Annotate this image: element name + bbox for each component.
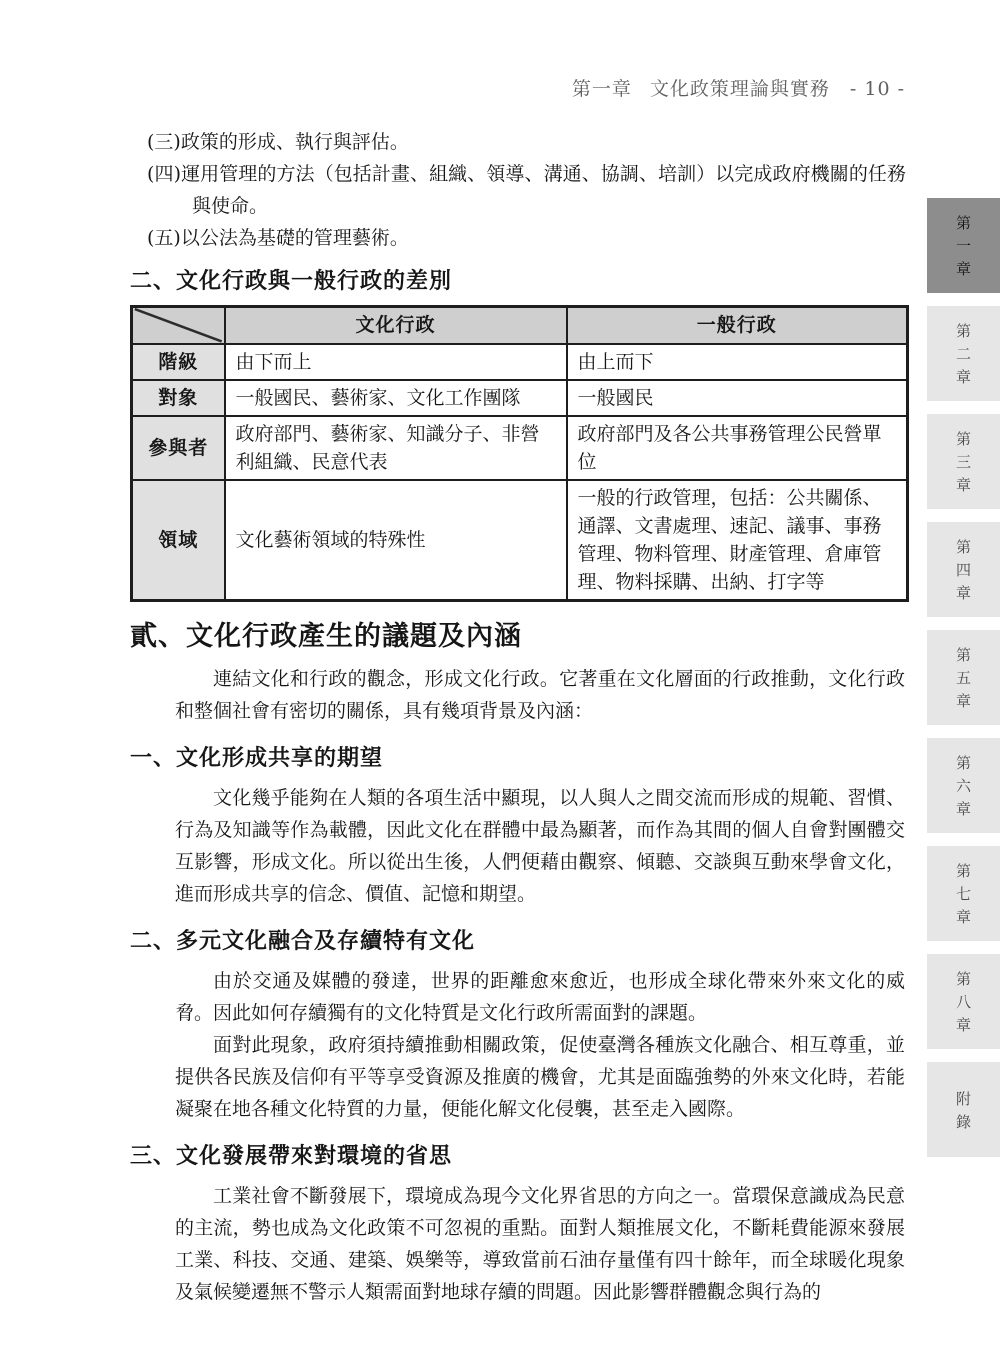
row-label-cell: 領域 [132,480,225,601]
part-intro-paragraph: 連結文化和行政的觀念，形成文化行政。它著重在文化層面的行政推動，文化行政和整個社會有密切的關係，具有幾項背景及內涵： [175,667,905,722]
table-row [132,344,908,380]
part-heading-issues: 貳、文化行政產生的議題及內涵 [130,620,522,652]
table-header-row [132,307,908,344]
list-item [147,126,906,158]
row-label-cell: 參與者 [132,416,225,480]
list-item-text: 政策的形成、執行與評估。 [180,131,409,153]
list-item-marker: (四) [147,163,181,185]
list-item-text: 以公法為基礎的管理藝術。 [180,227,409,249]
page-body [130,0,906,1308]
chapter-tab-label: 附錄 [954,1090,972,1137]
chapter-tab-label: 第七章 [954,863,972,932]
chapter-tab-appendix [927,1062,1000,1157]
numbered-list [130,126,906,254]
chapter-tab-rail [927,198,1000,1157]
table-cell-cultural: 文化藝術領域的特殊性 [225,480,567,601]
running-head-title: 文化政策理論與實務 [649,78,830,100]
paragraph: 文化幾乎能夠在人類的各項生活中顯現，以人與人之間交流而形成的規範、習慣、行為及知識等作為載體，因此文化在群體中最為顯著，而作為其間的個人自會對團體交互影響，形成文化。所以從出生後，人們便藉由觀察、傾聽、交談與互動來學會文化，進而形成共享的信念、價值、記憶和期望。 [175,786,905,905]
list-item [147,222,906,254]
chapter-tab-6 [927,738,1000,833]
table-cell-general: 政府部門及各公共事務管理公民營單位 [567,416,908,480]
table-cell-general: 由上而下 [567,344,908,380]
table-row [132,480,908,601]
chapter-tab-label: 第五章 [954,647,972,716]
table-cell-cultural: 政府部門、藝術家、知識分子、非營利組織、民意代表 [225,416,567,480]
chapter-tab-label: 第二章 [954,323,972,392]
section-heading-difference: 二、文化行政與一般行政的差別 [130,269,453,294]
comparison-table [130,305,909,602]
list-item-marker: (五) [147,227,181,249]
subsection-environment [130,1139,906,1308]
subsection-heading: 二、多元文化融合及存續特有文化 [130,928,476,954]
paragraph: 由於交通及媒體的發達，世界的距離愈來愈近，也形成全球化帶來外來文化的威脅。因此如何存續獨有的文化特質是文化行政所需面對的課題。 [175,969,905,1024]
chapter-tab-5 [927,630,1000,725]
diagonal-divider-line [133,308,224,343]
chapter-tab-4 [927,522,1000,617]
subsection-heading: 三、文化發展帶來對環境的省思 [130,1143,453,1169]
table-corner-cell [132,307,225,344]
chapter-tab-label: 第四章 [954,539,972,608]
table-cell-cultural: 由下而上 [225,344,567,380]
chapter-tab-8 [927,954,1000,1049]
table-row [132,380,908,416]
chapter-tab-label: 第六章 [954,755,972,824]
column-header-general: 一般行政 [567,307,908,344]
table-cell-general: 一般的行政管理，包括：公共關係、通譯、文書處理、速記、議事、事務管理、物料管理、財產管理、倉庫管理、物料採購、出納、打字等 [567,480,908,601]
table-row [132,416,908,480]
paragraph: 工業社會不斷發展下，環境成為現今文化界省思的方向之一。當環保意識成為民意的主流，勢也成為文化政策不可忽視的重點。面對人類推展文化，不斷耗費能源來發展工業、科技、交通、建築、娛樂等，導致當前石油存量僅有四十餘年，而全球暖化現象及氣候變遷無不警示人類需面對地球存續的問題。因此影響群體觀念與行為的 [175,1184,905,1303]
subsection-heading: 一、文化形成共享的期望 [130,745,384,771]
table-cell-cultural: 一般國民、藝術家、文化工作團隊 [225,380,567,416]
list-item [147,158,906,222]
table-cell-general: 一般國民 [567,380,908,416]
chapter-tab-7 [927,846,1000,941]
subsection-multicultural [130,924,906,1125]
chapter-tab-3 [927,414,1000,509]
column-header-cultural: 文化行政 [225,307,567,344]
row-label-cell: 對象 [132,380,225,416]
list-item-text: 運用管理的方法（包括計畫、組織、領導、溝通、協調、培訓）以完成政府機關的任務與使命。 [180,163,906,217]
row-label-cell: 階級 [132,344,225,380]
paragraph: 面對此現象，政府須持續推動相關政策，促使臺灣各種族文化融合、相互尊重，並提供各民族及信仰有平等享受資源及推廣的機會，尤其是面臨強勢的外來文化時，若能凝聚在地各種文化特質的力量，便能化解文化侵襲，甚至走入國際。 [175,1033,905,1120]
chapter-tab-1 [927,198,1000,293]
running-head-page-number: - 10 - [849,78,905,100]
chapter-tab-label: 第一章 [954,215,972,284]
list-item-marker: (三) [147,131,181,153]
subsection-shared-expectation [130,741,906,910]
running-head-chapter: 第一章 [571,78,632,100]
chapter-tab-2 [927,306,1000,401]
chapter-tab-label: 第三章 [954,431,972,500]
chapter-tab-label: 第八章 [954,971,972,1040]
